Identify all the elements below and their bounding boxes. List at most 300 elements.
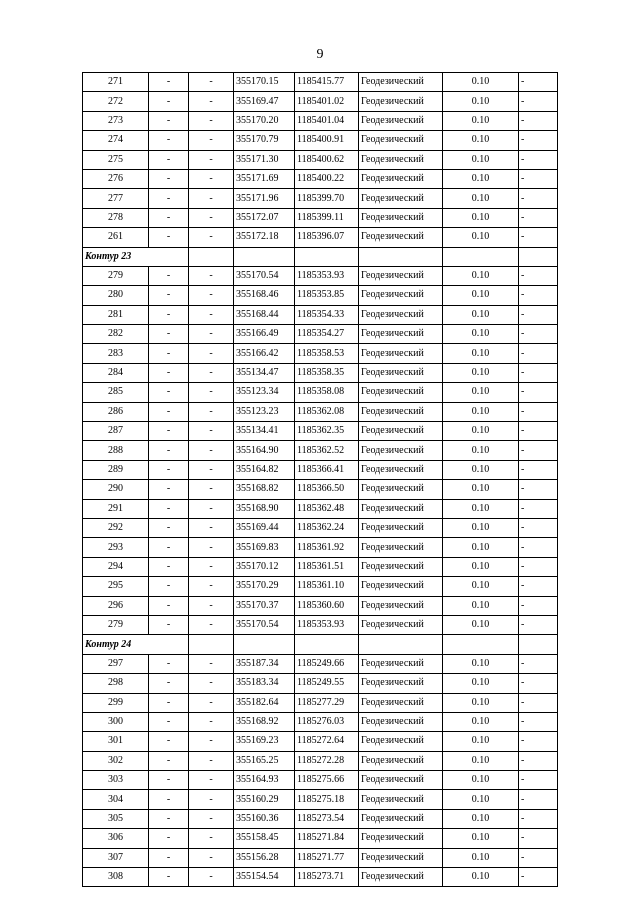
old-y-cell: - <box>189 383 234 402</box>
coordinates-table <box>82 72 558 887</box>
point-number-cell: 261 <box>83 228 149 247</box>
old-x-cell: - <box>149 732 189 751</box>
table-row <box>83 771 558 790</box>
description-cell: - <box>519 73 558 92</box>
method-cell: Геодезический <box>359 325 443 344</box>
x-coordinate-cell: 355183.34 <box>234 674 295 693</box>
y-coordinate-cell: 1185399.11 <box>295 208 359 227</box>
table-row <box>83 809 558 828</box>
y-coordinate-cell: 1185271.84 <box>295 829 359 848</box>
table-row <box>83 712 558 731</box>
method-cell: Геодезический <box>359 771 443 790</box>
old-x-cell: - <box>149 228 189 247</box>
x-coordinate-cell: 355164.90 <box>234 441 295 460</box>
point-number-cell: 302 <box>83 751 149 770</box>
y-coordinate-cell: 1185362.08 <box>295 402 359 421</box>
x-coordinate-cell: 355160.29 <box>234 790 295 809</box>
table-row <box>83 868 558 887</box>
old-y-cell: - <box>189 868 234 887</box>
old-y-cell: - <box>189 325 234 344</box>
y-coordinate-cell: 1185366.41 <box>295 460 359 479</box>
old-y-cell: - <box>189 790 234 809</box>
precision-cell: 0.10 <box>443 92 519 111</box>
method-cell: Геодезический <box>359 654 443 673</box>
description-cell: - <box>519 422 558 441</box>
precision-cell: 0.10 <box>443 286 519 305</box>
empty-cell <box>443 635 519 654</box>
old-y-cell: - <box>189 169 234 188</box>
table-row <box>83 460 558 479</box>
precision-cell: 0.10 <box>443 422 519 441</box>
old-y-cell: - <box>189 286 234 305</box>
table-row <box>83 751 558 770</box>
method-cell: Геодезический <box>359 150 443 169</box>
old-y-cell: - <box>189 654 234 673</box>
y-coordinate-cell: 1185361.92 <box>295 538 359 557</box>
y-coordinate-cell: 1185354.27 <box>295 325 359 344</box>
method-cell: Геодезический <box>359 383 443 402</box>
x-coordinate-cell: 355156.28 <box>234 848 295 867</box>
x-coordinate-cell: 355168.46 <box>234 286 295 305</box>
y-coordinate-cell: 1185399.70 <box>295 189 359 208</box>
empty-cell <box>295 635 359 654</box>
table-row <box>83 441 558 460</box>
point-number-cell: 292 <box>83 518 149 537</box>
point-number-cell: 273 <box>83 111 149 130</box>
old-y-cell: - <box>189 460 234 479</box>
description-cell: - <box>519 169 558 188</box>
old-x-cell: - <box>149 344 189 363</box>
empty-cell <box>189 635 234 654</box>
old-x-cell: - <box>149 518 189 537</box>
table-row <box>83 169 558 188</box>
old-y-cell: - <box>189 518 234 537</box>
precision-cell: 0.10 <box>443 518 519 537</box>
point-number-cell: 277 <box>83 189 149 208</box>
x-coordinate-cell: 355168.82 <box>234 480 295 499</box>
empty-cell <box>189 247 234 266</box>
description-cell: - <box>519 441 558 460</box>
table-row <box>83 228 558 247</box>
method-cell: Геодезический <box>359 131 443 150</box>
description-cell: - <box>519 150 558 169</box>
description-cell: - <box>519 344 558 363</box>
point-number-cell: 307 <box>83 848 149 867</box>
precision-cell: 0.10 <box>443 615 519 634</box>
description-cell: - <box>519 868 558 887</box>
method-cell: Геодезический <box>359 344 443 363</box>
point-number-cell: 274 <box>83 131 149 150</box>
y-coordinate-cell: 1185275.18 <box>295 790 359 809</box>
description-cell: - <box>519 829 558 848</box>
old-y-cell: - <box>189 92 234 111</box>
old-y-cell: - <box>189 848 234 867</box>
contour-header-row <box>83 635 558 654</box>
description-cell: - <box>519 189 558 208</box>
y-coordinate-cell: 1185272.28 <box>295 751 359 770</box>
x-coordinate-cell: 355165.25 <box>234 751 295 770</box>
description-cell: - <box>519 286 558 305</box>
table-row <box>83 402 558 421</box>
old-x-cell: - <box>149 596 189 615</box>
precision-cell: 0.10 <box>443 441 519 460</box>
y-coordinate-cell: 1185396.07 <box>295 228 359 247</box>
method-cell: Геодезический <box>359 712 443 731</box>
old-y-cell: - <box>189 131 234 150</box>
description-cell: - <box>519 92 558 111</box>
old-x-cell: - <box>149 286 189 305</box>
y-coordinate-cell: 1185276.03 <box>295 712 359 731</box>
precision-cell: 0.10 <box>443 674 519 693</box>
description-cell: - <box>519 654 558 673</box>
y-coordinate-cell: 1185353.93 <box>295 615 359 634</box>
y-coordinate-cell: 1185362.48 <box>295 499 359 518</box>
old-x-cell: - <box>149 693 189 712</box>
point-number-cell: 298 <box>83 674 149 693</box>
y-coordinate-cell: 1185353.93 <box>295 266 359 285</box>
description-cell: - <box>519 577 558 596</box>
description-cell: - <box>519 809 558 828</box>
precision-cell: 0.10 <box>443 868 519 887</box>
description-cell: - <box>519 693 558 712</box>
y-coordinate-cell: 1185249.55 <box>295 674 359 693</box>
method-cell: Геодезический <box>359 228 443 247</box>
old-x-cell: - <box>149 868 189 887</box>
contour-title: Контур 23 <box>83 247 189 266</box>
old-x-cell: - <box>149 790 189 809</box>
x-coordinate-cell: 355168.92 <box>234 712 295 731</box>
description-cell: - <box>519 538 558 557</box>
precision-cell: 0.10 <box>443 480 519 499</box>
method-cell: Геодезический <box>359 751 443 770</box>
method-cell: Геодезический <box>359 829 443 848</box>
method-cell: Геодезический <box>359 674 443 693</box>
precision-cell: 0.10 <box>443 169 519 188</box>
description-cell: - <box>519 480 558 499</box>
old-y-cell: - <box>189 402 234 421</box>
description-cell: - <box>519 751 558 770</box>
x-coordinate-cell: 355166.42 <box>234 344 295 363</box>
x-coordinate-cell: 355134.41 <box>234 422 295 441</box>
method-cell: Геодезический <box>359 868 443 887</box>
empty-cell <box>359 247 443 266</box>
x-coordinate-cell: 355170.37 <box>234 596 295 615</box>
point-number-cell: 287 <box>83 422 149 441</box>
description-cell: - <box>519 402 558 421</box>
old-x-cell: - <box>149 480 189 499</box>
method-cell: Геодезический <box>359 189 443 208</box>
description-cell: - <box>519 518 558 537</box>
method-cell: Геодезический <box>359 441 443 460</box>
point-number-cell: 288 <box>83 441 149 460</box>
old-y-cell: - <box>189 441 234 460</box>
y-coordinate-cell: 1185354.33 <box>295 305 359 324</box>
old-y-cell: - <box>189 829 234 848</box>
method-cell: Геодезический <box>359 208 443 227</box>
precision-cell: 0.10 <box>443 131 519 150</box>
old-y-cell: - <box>189 557 234 576</box>
coordinates-table-body <box>83 73 558 887</box>
method-cell: Геодезический <box>359 596 443 615</box>
y-coordinate-cell: 1185361.10 <box>295 577 359 596</box>
old-y-cell: - <box>189 111 234 130</box>
old-x-cell: - <box>149 615 189 634</box>
point-number-cell: 279 <box>83 615 149 634</box>
point-number-cell: 295 <box>83 577 149 596</box>
method-cell: Геодезический <box>359 363 443 382</box>
table-row <box>83 150 558 169</box>
table-row <box>83 693 558 712</box>
contour-header-row <box>83 247 558 266</box>
y-coordinate-cell: 1185275.66 <box>295 771 359 790</box>
precision-cell: 0.10 <box>443 150 519 169</box>
method-cell: Геодезический <box>359 557 443 576</box>
precision-cell: 0.10 <box>443 325 519 344</box>
point-number-cell: 272 <box>83 92 149 111</box>
x-coordinate-cell: 355170.54 <box>234 266 295 285</box>
empty-cell <box>519 635 558 654</box>
precision-cell: 0.10 <box>443 809 519 828</box>
old-x-cell: - <box>149 674 189 693</box>
old-x-cell: - <box>149 538 189 557</box>
y-coordinate-cell: 1185400.22 <box>295 169 359 188</box>
old-x-cell: - <box>149 169 189 188</box>
description-cell: - <box>519 712 558 731</box>
x-coordinate-cell: 355169.47 <box>234 92 295 111</box>
point-number-cell: 284 <box>83 363 149 382</box>
old-x-cell: - <box>149 499 189 518</box>
description-cell: - <box>519 208 558 227</box>
table-row <box>83 73 558 92</box>
point-number-cell: 286 <box>83 402 149 421</box>
method-cell: Геодезический <box>359 460 443 479</box>
point-number-cell: 296 <box>83 596 149 615</box>
y-coordinate-cell: 1185358.08 <box>295 383 359 402</box>
y-coordinate-cell: 1185400.62 <box>295 150 359 169</box>
y-coordinate-cell: 1185358.53 <box>295 344 359 363</box>
empty-cell <box>234 247 295 266</box>
contour-title: Контур 24 <box>83 635 189 654</box>
point-number-cell: 299 <box>83 693 149 712</box>
old-y-cell: - <box>189 732 234 751</box>
table-row <box>83 383 558 402</box>
description-cell: - <box>519 596 558 615</box>
y-coordinate-cell: 1185362.35 <box>295 422 359 441</box>
old-x-cell: - <box>149 73 189 92</box>
description-cell: - <box>519 131 558 150</box>
table-row <box>83 674 558 693</box>
description-cell: - <box>519 790 558 809</box>
old-x-cell: - <box>149 305 189 324</box>
old-y-cell: - <box>189 150 234 169</box>
y-coordinate-cell: 1185271.77 <box>295 848 359 867</box>
y-coordinate-cell: 1185353.85 <box>295 286 359 305</box>
point-number-cell: 271 <box>83 73 149 92</box>
old-x-cell: - <box>149 266 189 285</box>
method-cell: Геодезический <box>359 402 443 421</box>
precision-cell: 0.10 <box>443 693 519 712</box>
point-number-cell: 300 <box>83 712 149 731</box>
old-x-cell: - <box>149 829 189 848</box>
page-number: 9 <box>316 47 324 62</box>
description-cell: - <box>519 848 558 867</box>
x-coordinate-cell: 355169.83 <box>234 538 295 557</box>
precision-cell: 0.10 <box>443 538 519 557</box>
method-cell: Геодезический <box>359 286 443 305</box>
old-y-cell: - <box>189 538 234 557</box>
precision-cell: 0.10 <box>443 73 519 92</box>
old-y-cell: - <box>189 674 234 693</box>
table-row <box>83 111 558 130</box>
precision-cell: 0.10 <box>443 790 519 809</box>
point-number-cell: 285 <box>83 383 149 402</box>
method-cell: Геодезический <box>359 577 443 596</box>
y-coordinate-cell: 1185277.29 <box>295 693 359 712</box>
old-y-cell: - <box>189 189 234 208</box>
method-cell: Геодезический <box>359 732 443 751</box>
precision-cell: 0.10 <box>443 732 519 751</box>
x-coordinate-cell: 355164.82 <box>234 460 295 479</box>
point-number-cell: 278 <box>83 208 149 227</box>
table-row <box>83 732 558 751</box>
x-coordinate-cell: 355123.23 <box>234 402 295 421</box>
description-cell: - <box>519 557 558 576</box>
point-number-cell: 301 <box>83 732 149 751</box>
description-cell: - <box>519 266 558 285</box>
point-number-cell: 291 <box>83 499 149 518</box>
table-row <box>83 305 558 324</box>
table-row <box>83 131 558 150</box>
x-coordinate-cell: 355170.20 <box>234 111 295 130</box>
x-coordinate-cell: 355154.54 <box>234 868 295 887</box>
method-cell: Геодезический <box>359 538 443 557</box>
old-x-cell: - <box>149 131 189 150</box>
old-y-cell: - <box>189 712 234 731</box>
point-number-cell: 304 <box>83 790 149 809</box>
x-coordinate-cell: 355168.90 <box>234 499 295 518</box>
method-cell: Геодезический <box>359 73 443 92</box>
method-cell: Геодезический <box>359 499 443 518</box>
y-coordinate-cell: 1185249.66 <box>295 654 359 673</box>
x-coordinate-cell: 355160.36 <box>234 809 295 828</box>
description-cell: - <box>519 615 558 634</box>
old-y-cell: - <box>189 73 234 92</box>
precision-cell: 0.10 <box>443 189 519 208</box>
y-coordinate-cell: 1185358.35 <box>295 363 359 382</box>
table-row <box>83 208 558 227</box>
old-y-cell: - <box>189 771 234 790</box>
point-number-cell: 290 <box>83 480 149 499</box>
x-coordinate-cell: 355168.44 <box>234 305 295 324</box>
y-coordinate-cell: 1185362.52 <box>295 441 359 460</box>
x-coordinate-cell: 355187.34 <box>234 654 295 673</box>
precision-cell: 0.10 <box>443 208 519 227</box>
y-coordinate-cell: 1185361.51 <box>295 557 359 576</box>
table-row <box>83 790 558 809</box>
precision-cell: 0.10 <box>443 577 519 596</box>
old-x-cell: - <box>149 363 189 382</box>
point-number-cell: 294 <box>83 557 149 576</box>
point-number-cell: 279 <box>83 266 149 285</box>
table-row <box>83 189 558 208</box>
method-cell: Геодезический <box>359 518 443 537</box>
old-x-cell: - <box>149 557 189 576</box>
y-coordinate-cell: 1185400.91 <box>295 131 359 150</box>
y-coordinate-cell: 1185362.24 <box>295 518 359 537</box>
point-number-cell: 303 <box>83 771 149 790</box>
method-cell: Геодезический <box>359 305 443 324</box>
table-row <box>83 538 558 557</box>
old-y-cell: - <box>189 693 234 712</box>
table-row <box>83 92 558 111</box>
old-x-cell: - <box>149 577 189 596</box>
precision-cell: 0.10 <box>443 460 519 479</box>
y-coordinate-cell: 1185360.60 <box>295 596 359 615</box>
precision-cell: 0.10 <box>443 111 519 130</box>
precision-cell: 0.10 <box>443 829 519 848</box>
point-number-cell: 282 <box>83 325 149 344</box>
old-x-cell: - <box>149 771 189 790</box>
y-coordinate-cell: 1185273.54 <box>295 809 359 828</box>
x-coordinate-cell: 355123.34 <box>234 383 295 402</box>
table-row <box>83 422 558 441</box>
old-y-cell: - <box>189 422 234 441</box>
point-number-cell: 297 <box>83 654 149 673</box>
point-number-cell: 293 <box>83 538 149 557</box>
old-x-cell: - <box>149 809 189 828</box>
description-cell: - <box>519 771 558 790</box>
description-cell: - <box>519 732 558 751</box>
old-x-cell: - <box>149 383 189 402</box>
old-y-cell: - <box>189 499 234 518</box>
method-cell: Геодезический <box>359 480 443 499</box>
precision-cell: 0.10 <box>443 266 519 285</box>
method-cell: Геодезический <box>359 111 443 130</box>
table-row <box>83 615 558 634</box>
x-coordinate-cell: 355170.12 <box>234 557 295 576</box>
old-y-cell: - <box>189 809 234 828</box>
precision-cell: 0.10 <box>443 771 519 790</box>
table-row <box>83 286 558 305</box>
point-number-cell: 281 <box>83 305 149 324</box>
x-coordinate-cell: 355158.45 <box>234 829 295 848</box>
table-row <box>83 829 558 848</box>
old-x-cell: - <box>149 654 189 673</box>
old-x-cell: - <box>149 848 189 867</box>
description-cell: - <box>519 228 558 247</box>
old-x-cell: - <box>149 150 189 169</box>
table-row <box>83 499 558 518</box>
x-coordinate-cell: 355166.49 <box>234 325 295 344</box>
precision-cell: 0.10 <box>443 228 519 247</box>
old-x-cell: - <box>149 189 189 208</box>
description-cell: - <box>519 325 558 344</box>
precision-cell: 0.10 <box>443 848 519 867</box>
method-cell: Геодезический <box>359 422 443 441</box>
point-number-cell: 275 <box>83 150 149 169</box>
old-y-cell: - <box>189 577 234 596</box>
x-coordinate-cell: 355171.69 <box>234 169 295 188</box>
old-x-cell: - <box>149 712 189 731</box>
precision-cell: 0.10 <box>443 654 519 673</box>
method-cell: Геодезический <box>359 615 443 634</box>
point-number-cell: 308 <box>83 868 149 887</box>
point-number-cell: 289 <box>83 460 149 479</box>
table-row <box>83 344 558 363</box>
x-coordinate-cell: 355171.96 <box>234 189 295 208</box>
table-row <box>83 596 558 615</box>
method-cell: Геодезический <box>359 92 443 111</box>
